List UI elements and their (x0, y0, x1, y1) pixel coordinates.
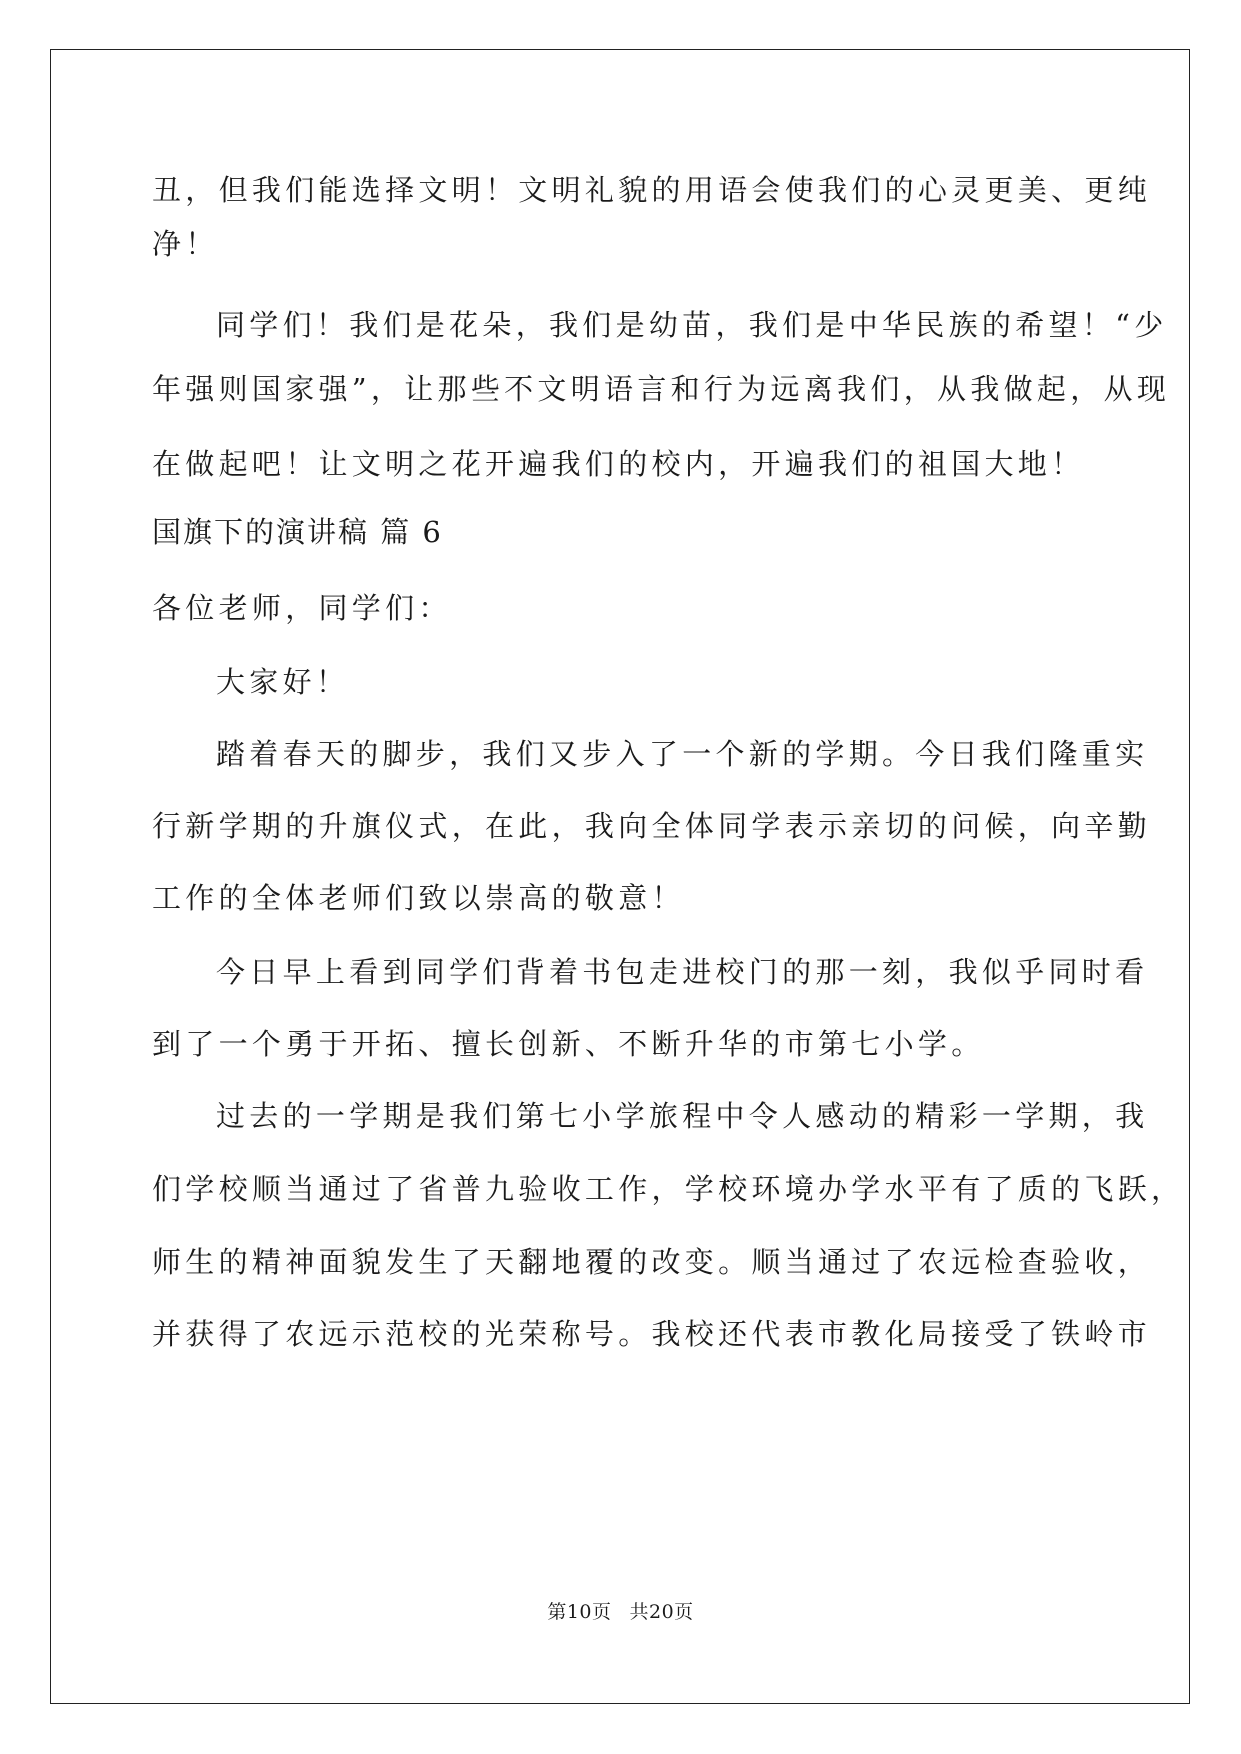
text-line: 工作的全体老师们致以崇高的敬意！ (152, 881, 685, 915)
text-line: 过去的一学期是我们第七小学旅程中令人感动的精彩一学期，我 (216, 1099, 1149, 1133)
page-footer (0, 1600, 1241, 1624)
text-line: 并获得了农远示范校的光荣称号。我校还代表市教化局接受了铁岭市 (152, 1317, 1152, 1351)
text-line: 净！ (152, 227, 219, 261)
text-line: 到了一个勇于开拓、擅长创新、不断升华的市第七小学。 (152, 1027, 985, 1061)
salutation: 各位老师，同学们： (152, 591, 452, 625)
total-pages: 共20页 (629, 1601, 694, 1623)
text-line: 年强则国家强”，让那些不文明语言和行为远离我们，从我做起，从现 (152, 372, 1171, 406)
section-heading: 国旗下的演讲稿 篇 6 (152, 515, 443, 549)
text-line: 们学校顺当通过了省普九验收工作，学校环境办学水平有了质的飞跃， (152, 1172, 1185, 1206)
text-line: 行新学期的升旗仪式，在此，我向全体同学表示亲切的问候，向辛勤 (152, 809, 1152, 843)
text-line: 丑，但我们能选择文明！文明礼貌的用语会使我们的心灵更美、更纯 (152, 173, 1152, 207)
text-line: 师生的精神面貌发生了天翻地覆的改变。顺当通过了农远检查验收， (152, 1245, 1152, 1279)
page-border (50, 49, 1190, 1704)
current-page-number: 第10页 (547, 1601, 612, 1623)
text-line: 同学们！我们是花朵，我们是幼苗，我们是中华民族的希望！“少 (216, 308, 1168, 342)
text-line: 在做起吧！让文明之花开遍我们的校内，开遍我们的祖国大地！ (152, 447, 1085, 481)
greeting: 大家好！ (216, 665, 350, 699)
text-line: 今日早上看到同学们背着书包走进校门的那一刻，我似乎同时看 (216, 955, 1149, 989)
text-line: 踏着春天的脚步，我们又步入了一个新的学期。今日我们隆重实 (216, 737, 1149, 771)
